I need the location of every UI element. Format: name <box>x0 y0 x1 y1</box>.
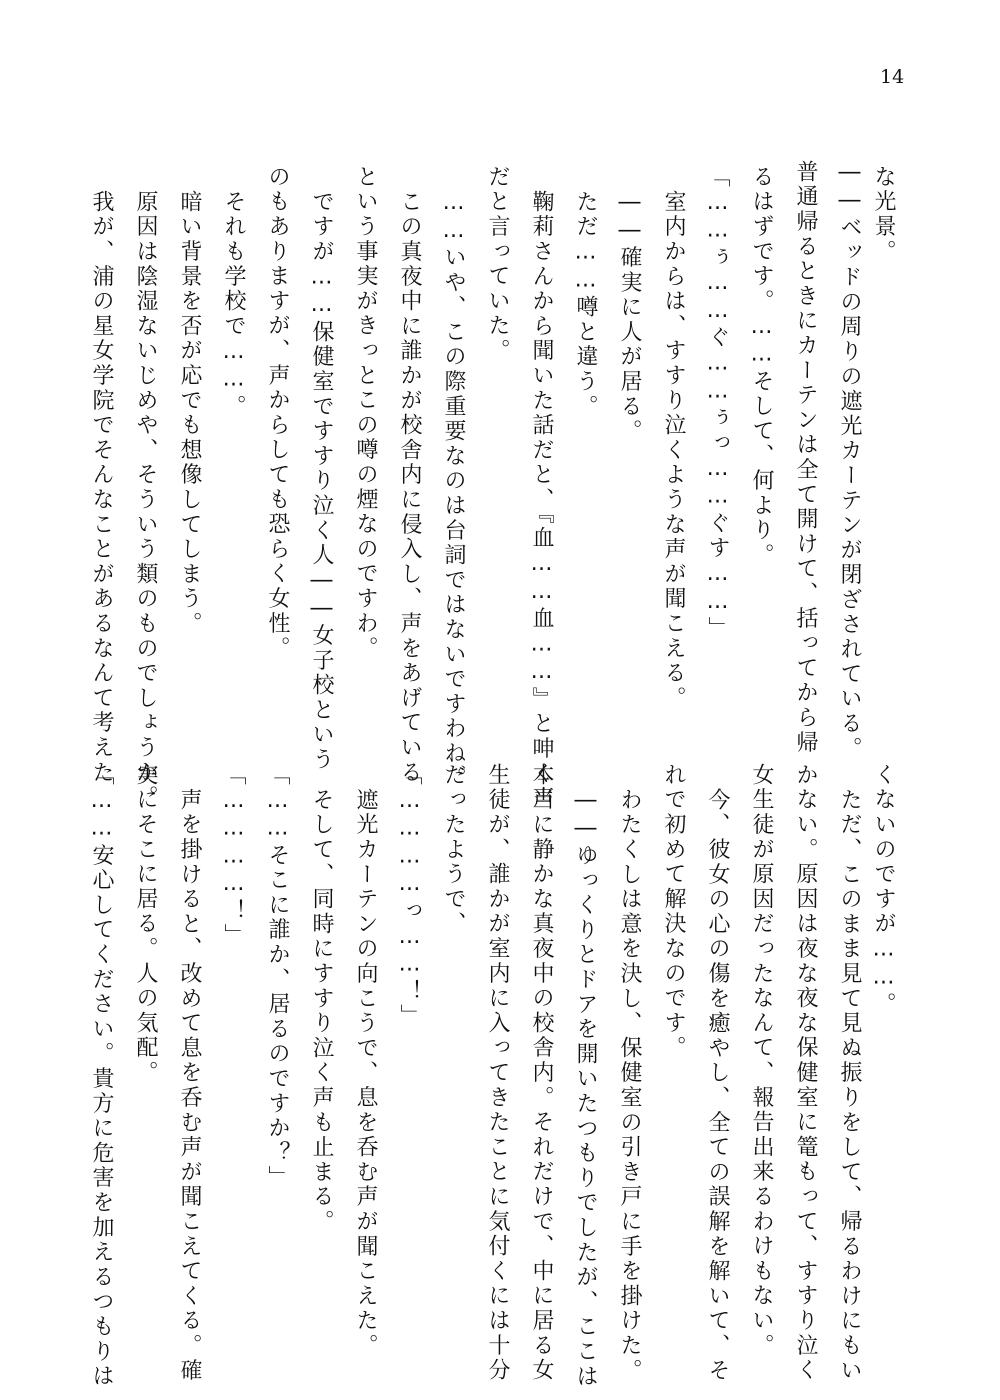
text-column: かない。原因は夜な夜な保健室に篭もって、すすり泣く <box>793 763 818 1383</box>
text-column: 「……ぅ……ぐ……ぅっ……ぐす……」 <box>705 165 730 642</box>
text-column: ですが……保健室ですすり泣く人――女子校という <box>309 190 334 773</box>
text-column: 遮光カーテンの向こうで、息を呑む声が聞こえた。 <box>353 788 378 1359</box>
text-column: ――確実に人が居る。 <box>617 190 642 444</box>
text-column: 原因は陰湿ないじめや、そういう類のものでしょうか。 <box>133 190 158 810</box>
text-column: 実にそこに居る。人の気配。 <box>133 763 158 1086</box>
text-column: ――ベッドの周りの遮光カーテンが閉ざされている。 <box>837 160 862 762</box>
text-column: ただ、このまま見て見ぬ振りをして、帰るわけにもい <box>837 788 862 1384</box>
text-column: 今、彼女の心の傷を癒やし、全ての誤解を解いて、そ <box>705 788 730 1384</box>
text-column: のもありますが、声からしても恐らく女性。 <box>265 165 290 661</box>
text-column: 暗い背景を否が応でも想像してしまう。 <box>177 190 202 637</box>
text-column: ……いや、この際重要なのは台詞ではないですわね。 <box>441 190 466 792</box>
text-column: この真夜中に誰かが校舎内に侵入し、声をあげている <box>397 190 422 786</box>
text-column: るはずです。……そして、何より。 <box>749 165 774 568</box>
text-block-top <box>0 160 1000 811</box>
text-column: れで初めて解決なのです。 <box>661 763 686 1061</box>
text-column: 本当に静かな真夜中の校舎内。それだけで、中に居る女 <box>529 763 554 1383</box>
text-column: そして、同時にすすり泣く声も止まる。 <box>309 788 334 1235</box>
text-column: という事実がきっとこの噂の煙なのですわ。 <box>353 165 378 661</box>
text-column: 生徒が、誰かが室内に入ってきたことに気付くには十分 <box>485 763 510 1383</box>
text-column: だと言っていた。 <box>485 165 510 364</box>
text-column: 室内からは、すすり泣くような声が聞こえる。 <box>661 190 686 711</box>
page-number: 14 <box>880 66 905 88</box>
text-column: わたくしは意を決し、保健室の引き戸に手を掛けた。 <box>617 788 642 1384</box>
text-column: くないのですが……。 <box>871 763 896 1017</box>
text-column: 普通帰るときにカーテンは全て開けて、括ってから帰 <box>793 160 818 756</box>
text-column: それも学校で……。 <box>221 190 246 420</box>
text-column: 我が、浦の星女学院でそんなことがあるなんて考えた <box>89 190 114 786</box>
text-column: だったようで、 <box>441 763 466 937</box>
text-block-bottom <box>0 758 1000 1390</box>
text-column: 「……安心してください。貴方に危害を加えるつもりは <box>89 763 114 1389</box>
text-column: 「…………！」 <box>221 763 246 949</box>
text-column: 女生徒が原因だったなんて、報告出来るわけもない。 <box>749 763 774 1359</box>
text-column: 「……そこに誰か、居るのですか？」 <box>265 763 290 1191</box>
text-column: 「…………っ……！」 <box>397 763 422 1029</box>
text-column: ――ゆっくりとドアを開いたつもりでしたが、ここは <box>573 788 598 1390</box>
text-column: な光景。 <box>871 165 896 265</box>
text-column: 声を掛けると、改めて息を呑む声が聞こえてくる。確 <box>177 788 202 1384</box>
text-column: ただ……噂と違う。 <box>573 190 598 420</box>
text-column: 鞠莉さんから聞いた話だと、『血……血……』と呻く声 <box>529 190 554 811</box>
